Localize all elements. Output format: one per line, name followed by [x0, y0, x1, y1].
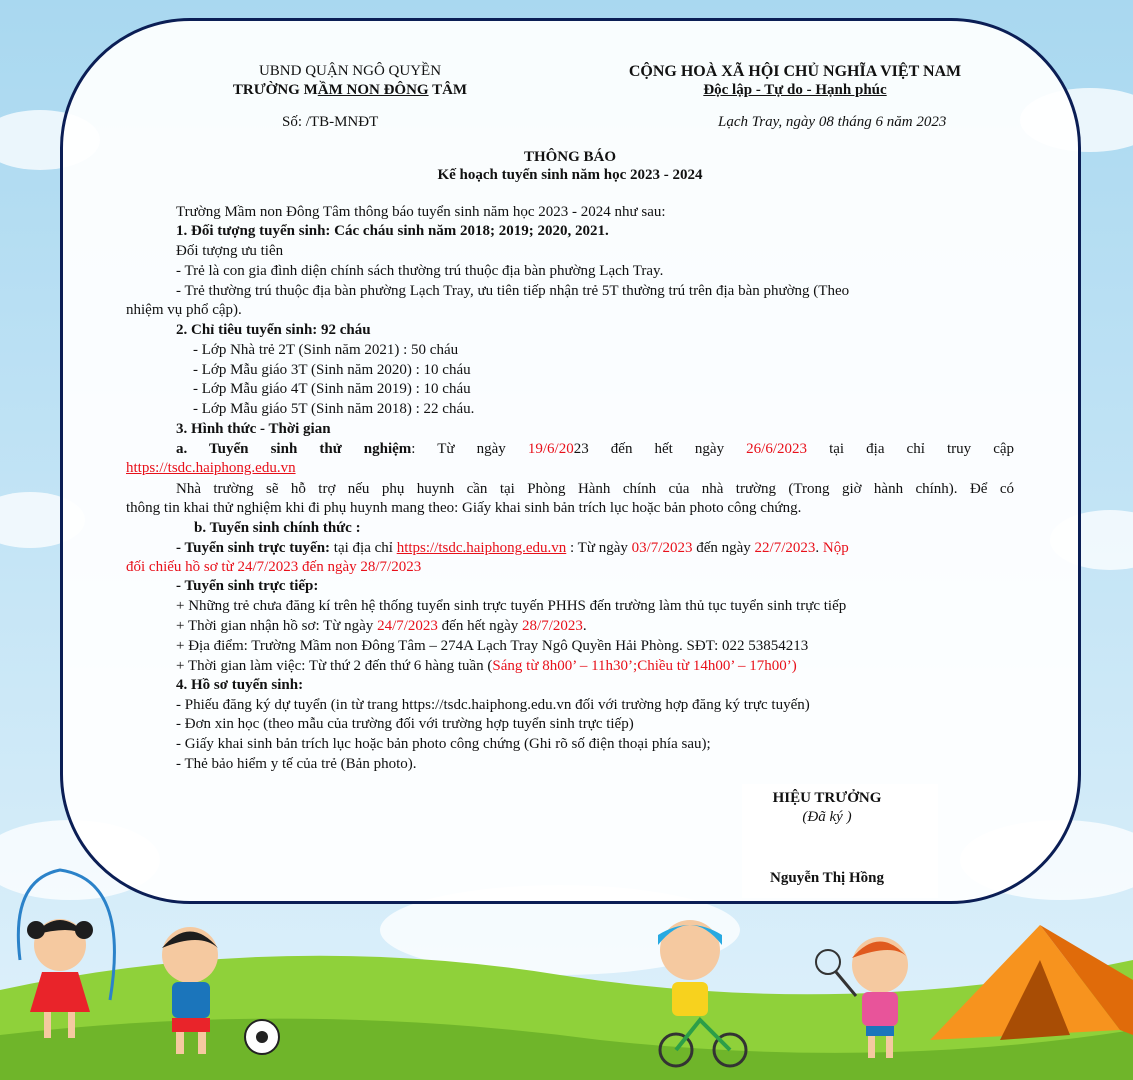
issuer-line1: UBND QUẬN NGÔ QUYỀN [258, 63, 442, 79]
issue-date: Lạch Tray, ngày 08 tháng 6 năm 2023 [718, 114, 947, 130]
section-2-heading: 2. Chỉ tiêu tuyển sinh: 92 cháu [176, 322, 371, 338]
signed-note: (Đã ký ) [802, 809, 852, 825]
section-4-heading: 4. Hồ sơ tuyển sinh: [176, 677, 304, 693]
direct-item: + Địa điểm: Trường Mầm non Đông Tâm – 274A Lạch Tray Ngô Quyền Hải Phòng. SĐT: 022 53854213 [176, 638, 809, 654]
quota-item: - Lớp Nhà trẻ 2T (Sinh năm 2021) : 50 cháu [193, 342, 459, 358]
notice-title: THÔNG BÁO [523, 149, 617, 165]
priority-item-2: - Trẻ thường trú thuộc địa bàn phường Lạch Tray, ưu tiên tiếp nhận trẻ 5T thường trú trên địa bàn phường (Theo [176, 283, 850, 299]
motto: Độc lập - Tự do - Hạnh phúc [703, 82, 887, 98]
nation-title: CỘNG HOÀ XÃ HỘI CHỦ NGHĨA VIỆT NAM [628, 63, 962, 80]
issuer-line2: TRƯỜNG MẦM NON ĐÔNG TÂM [232, 82, 468, 98]
priority-label: Đối tượng ưu tiên [176, 243, 284, 259]
document-number: Số: /TB-MNĐT [282, 114, 379, 130]
direct-item: + Thời gian nhận hồ sơ: Từ ngày 24/7/2023 đến hết ngày 28/7/2023. [176, 618, 587, 634]
document-item: - Đơn xin học (theo mẫu của trường đối với trường hợp tuyển sinh trực tiếp) [176, 716, 634, 732]
notice-subtitle: Kế hoạch tuyển sinh năm học 2023 - 2024 [437, 167, 703, 183]
intro-text: Trường Mầm non Đông Tâm thông báo tuyển sinh năm học 2023 - 2024 như sau: [176, 204, 666, 220]
trial-admission-line: a. Tuyển sinh thử nghiệm: Từ ngày 19/6/2023 đến hết ngày 26/6/2023 tại địa chỉ truy cập [176, 441, 1015, 457]
support-text-cont: thông tin khai thử nghiệm khi đi phụ huynh mang theo: Giấy khai sinh bản trích lục hoặc bản photo công chứng. [126, 500, 802, 516]
direct-item: + Những trẻ chưa đăng kí trên hệ thống tuyển sinh trực tuyến PHHS đến trường làm thủ tục tuyển sinh trực tiếp [176, 598, 847, 614]
quota-item: - Lớp Mẫu giáo 5T (Sinh năm 2018) : 22 cháu. [193, 401, 475, 417]
quota-item: - Lớp Mẫu giáo 4T (Sinh năm 2019) : 10 cháu [193, 381, 471, 397]
online-admission-line: - Tuyển sinh trực tuyến: tại địa chỉ https://tsdc.haiphong.edu.vn : Từ ngày 03/7/2023 đến ngày 22/7/2023. Nộp [176, 540, 849, 556]
official-admission-heading: b. Tuyển sinh chính thức : [194, 520, 361, 536]
document-item: - Thẻ bảo hiểm y tế của trẻ (Bản photo). [176, 756, 417, 772]
support-text: Nhà trường sẽ hỗ trợ nếu phụ huynh cần tại Phòng Hành chính của nhà trường (Trong giờ hành chính). Để có [176, 481, 1014, 497]
priority-item-2-cont: nhiệm vụ phổ cập). [126, 302, 242, 318]
online-admission-link[interactable]: https://tsdc.haiphong.edu.vn [396, 540, 567, 556]
section-3-heading: 3. Hình thức - Thời gian [176, 421, 331, 437]
direct-item: + Thời gian làm việc: Từ thứ 2 đến thứ 6 hàng tuần (Sáng từ 8h00’ – 11h30’;Chiều từ 14h00’ – 17h00’) [176, 658, 797, 674]
section-1-heading: 1. Đối tượng tuyển sinh: Các cháu sinh năm 2018; 2019; 2020, 2021. [176, 223, 609, 239]
document-item: - Phiếu đăng ký dự tuyển (in từ trang https://tsdc.haiphong.edu.vn đối với trường hợp đăng ký trực tuyến) [176, 697, 810, 713]
quota-item: - Lớp Mẫu giáo 3T (Sinh năm 2020) : 10 cháu [193, 362, 471, 378]
signatory-title: HIỆU TRƯỞNG [772, 790, 882, 806]
document-item: - Giấy khai sinh bản trích lục hoặc bản photo công chứng (Ghi rõ số điện thoại phía sau); [176, 736, 711, 752]
direct-admission-heading: - Tuyển sinh trực tiếp: [176, 578, 319, 594]
trial-admission-link[interactable]: https://tsdc.haiphong.edu.vn [126, 460, 296, 476]
signatory-name: Nguyễn Thị Hồng [770, 870, 884, 886]
priority-item-1: - Trẻ là con gia đình diện chính sách thường trú thuộc địa bàn phường Lạch Tray. [176, 263, 664, 279]
online-admission-line-cont: đối chiếu hồ sơ từ 24/7/2023 đến ngày 28/7/2023 [126, 559, 422, 575]
